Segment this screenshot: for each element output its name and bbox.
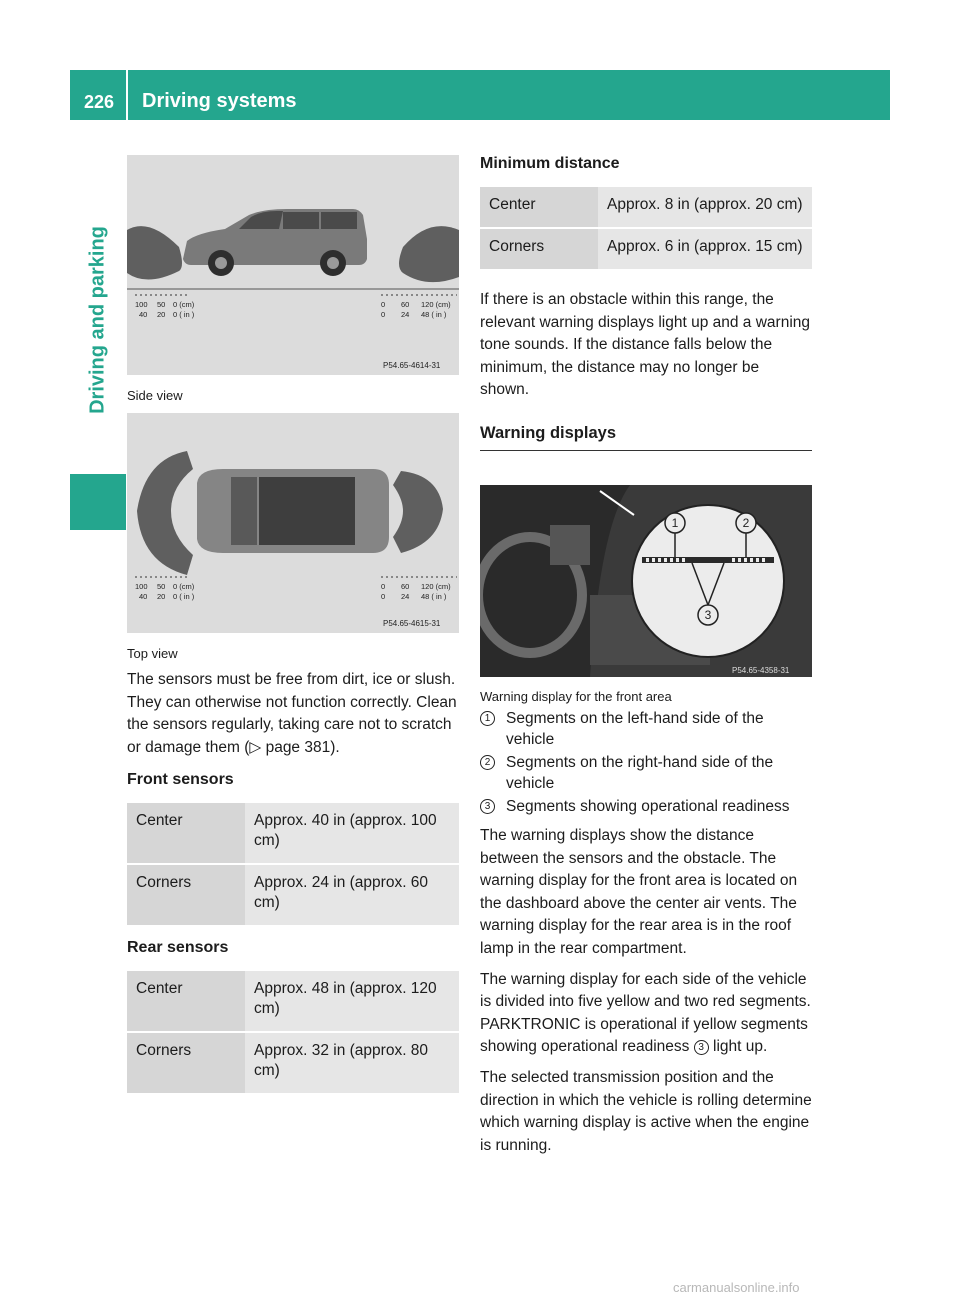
top-view-figure xyxy=(127,413,459,633)
front-sensors-heading: Front sensors xyxy=(127,771,234,789)
list-item-text: Segments showing operational readiness xyxy=(506,797,790,815)
warning-display-figure xyxy=(480,485,812,677)
top-view-illustration xyxy=(127,413,459,633)
callout-number: 3 xyxy=(480,799,495,814)
side-tab xyxy=(70,120,126,480)
page-title: Driving systems xyxy=(142,90,297,112)
front-scale-in-20: 20 xyxy=(157,310,166,319)
callout-number: 3 xyxy=(694,1040,709,1055)
figure-code: P54.65-4614-31 xyxy=(383,361,441,370)
row-value: Approx. 40 in (approx. 100 cm) xyxy=(245,803,459,864)
minimum-distance-heading: Minimum distance xyxy=(480,155,620,172)
row-label: Center xyxy=(127,803,245,864)
rear-sensors-heading: Rear sensors xyxy=(127,939,229,957)
right-column xyxy=(480,155,812,1157)
callout-number: 2 xyxy=(480,755,495,770)
side-view-caption: Side view xyxy=(127,388,183,403)
side-tab-marker xyxy=(70,474,126,530)
row-label: Center xyxy=(480,187,598,228)
table-row xyxy=(127,971,459,1032)
left-column xyxy=(127,155,459,1093)
front-scale-in-20: 20 xyxy=(157,592,166,601)
rear-sensors-table xyxy=(127,971,459,1093)
watermark: carmanualsonline.info xyxy=(673,1280,800,1295)
rear-scale-in-48: 48 ( in ) xyxy=(421,310,447,319)
rear-scale-cm-60: 60 xyxy=(401,300,410,309)
rear-scale-cm-120: 120 (cm) xyxy=(421,300,451,309)
front-scale-cm-100: 100 xyxy=(135,300,148,309)
front-scale-cm-0: 0 (cm) xyxy=(173,300,195,309)
rear-zone-shape xyxy=(399,226,459,282)
row-value: Approx. 8 in (approx. 20 cm) xyxy=(598,187,812,228)
list-item xyxy=(480,708,812,750)
segments-paragraph xyxy=(480,969,812,1059)
warning-location-paragraph: The warning displays show the distance between the sensors and the obstacle. The warning display for the front area is located on the dashboard above the center air vents. The warning display for the rear area is in the roof lamp in the rear compartment. xyxy=(480,826,798,957)
air-vent-icon xyxy=(550,525,590,565)
page-header xyxy=(70,70,890,120)
magnified-display-circle xyxy=(632,505,784,657)
sensor-cleaning-text: The sensors must be free from dirt, ice or slush. They can otherwise not function correctly. Clean the sensors regularly, taking care not to scratch or damage them xyxy=(127,671,457,756)
row-value: Approx. 48 in (approx. 120 cm) xyxy=(245,971,459,1032)
front-scale-in-40: 40 xyxy=(139,592,148,601)
page-reference-link[interactable]: (▷ page 381). xyxy=(244,738,340,756)
top-view-caption: Top view xyxy=(127,646,178,661)
list-item xyxy=(480,796,812,817)
vehicle-side-icon xyxy=(183,209,367,276)
callout-3: 3 xyxy=(704,607,712,622)
row-value: Approx. 24 in (approx. 60 cm) xyxy=(245,864,459,925)
dashboard-illustration xyxy=(480,485,812,677)
rear-scale-in-0: 0 xyxy=(381,592,386,601)
callout-list xyxy=(480,708,812,817)
side-view-illustration xyxy=(127,155,459,375)
row-value: Approx. 32 in (approx. 80 cm) xyxy=(245,1032,459,1093)
front-scale-in-0: 0 ( in ) xyxy=(173,310,195,319)
callout-2: 2 xyxy=(742,515,750,530)
list-item-text: Segments on the right-hand side of the vehicle xyxy=(506,753,774,792)
front-scale-cm-100: 100 xyxy=(135,582,148,591)
figure-code: P54.65-4358-31 xyxy=(732,665,790,675)
table-row xyxy=(480,228,812,269)
figure-code: P54.65-4615-31 xyxy=(383,619,441,628)
rear-scale-in-24: 24 xyxy=(401,592,410,601)
sensor-cleaning-paragraph xyxy=(127,669,459,759)
warning-display-caption: Warning display for the front area xyxy=(480,688,672,704)
callout-number: 1 xyxy=(480,711,495,726)
front-scale-in-40: 40 xyxy=(139,310,148,319)
minimum-distance-table xyxy=(480,187,812,269)
list-item-text: Segments on the left-hand side of the vehicle xyxy=(506,709,764,748)
rear-scale-in-0: 0 xyxy=(381,310,386,319)
rear-scale-in-24: 24 xyxy=(401,310,410,319)
row-label: Center xyxy=(127,971,245,1032)
row-label: Corners xyxy=(127,864,245,925)
vehicle-top-icon xyxy=(197,469,389,553)
table-row xyxy=(480,187,812,228)
side-view-figure xyxy=(127,155,459,375)
front-scale-cm-0: 0 (cm) xyxy=(173,582,195,591)
row-label: Corners xyxy=(127,1032,245,1093)
rear-scale-cm-60: 60 xyxy=(401,582,410,591)
front-scale-in-0: 0 ( in ) xyxy=(173,592,195,601)
segments-text: The warning display for each side of the vehicle is divided into five yellow and two red segments. PARKTRONIC is operational if yellow segments showing operational readiness xyxy=(480,970,811,1056)
front-zone-shape-top xyxy=(137,451,193,575)
table-row xyxy=(127,864,459,925)
front-sensors-table xyxy=(127,803,459,925)
rear-scale-cm-120: 120 (cm) xyxy=(421,582,451,591)
header-divider xyxy=(126,70,128,120)
front-scale-cm-50: 50 xyxy=(157,300,166,309)
rear-zone-shape-top xyxy=(393,471,443,553)
rear-scale-in-48: 48 ( in ) xyxy=(421,592,447,601)
callout-1: 1 xyxy=(671,515,679,530)
segment-bar xyxy=(642,557,774,563)
rear-scale-cm-0: 0 xyxy=(381,300,386,309)
front-scale-cm-50: 50 xyxy=(157,582,166,591)
side-tab-label: Driving and parking xyxy=(86,226,109,414)
segments-text-end: light up. xyxy=(713,1038,768,1056)
page-number: 226 xyxy=(84,92,115,112)
minimum-distance-paragraph: If there is an obstacle within this range, the relevant warning displays light up and a warning tone sounds. If the distance falls below the minimum, the distance may no longer be shown. xyxy=(480,291,811,399)
table-row xyxy=(127,803,459,864)
row-label: Corners xyxy=(480,228,598,269)
list-item xyxy=(480,752,812,794)
active-display-paragraph: The selected transmission position and the direction in which the vehicle is rolling determine which warning display is active when the engine is running. xyxy=(480,1068,812,1154)
rear-scale-cm-0: 0 xyxy=(381,582,386,591)
row-value: Approx. 6 in (approx. 15 cm) xyxy=(598,228,812,269)
warning-displays-heading: Warning displays xyxy=(480,424,812,451)
front-zone-shape xyxy=(127,226,182,279)
table-row xyxy=(127,1032,459,1093)
